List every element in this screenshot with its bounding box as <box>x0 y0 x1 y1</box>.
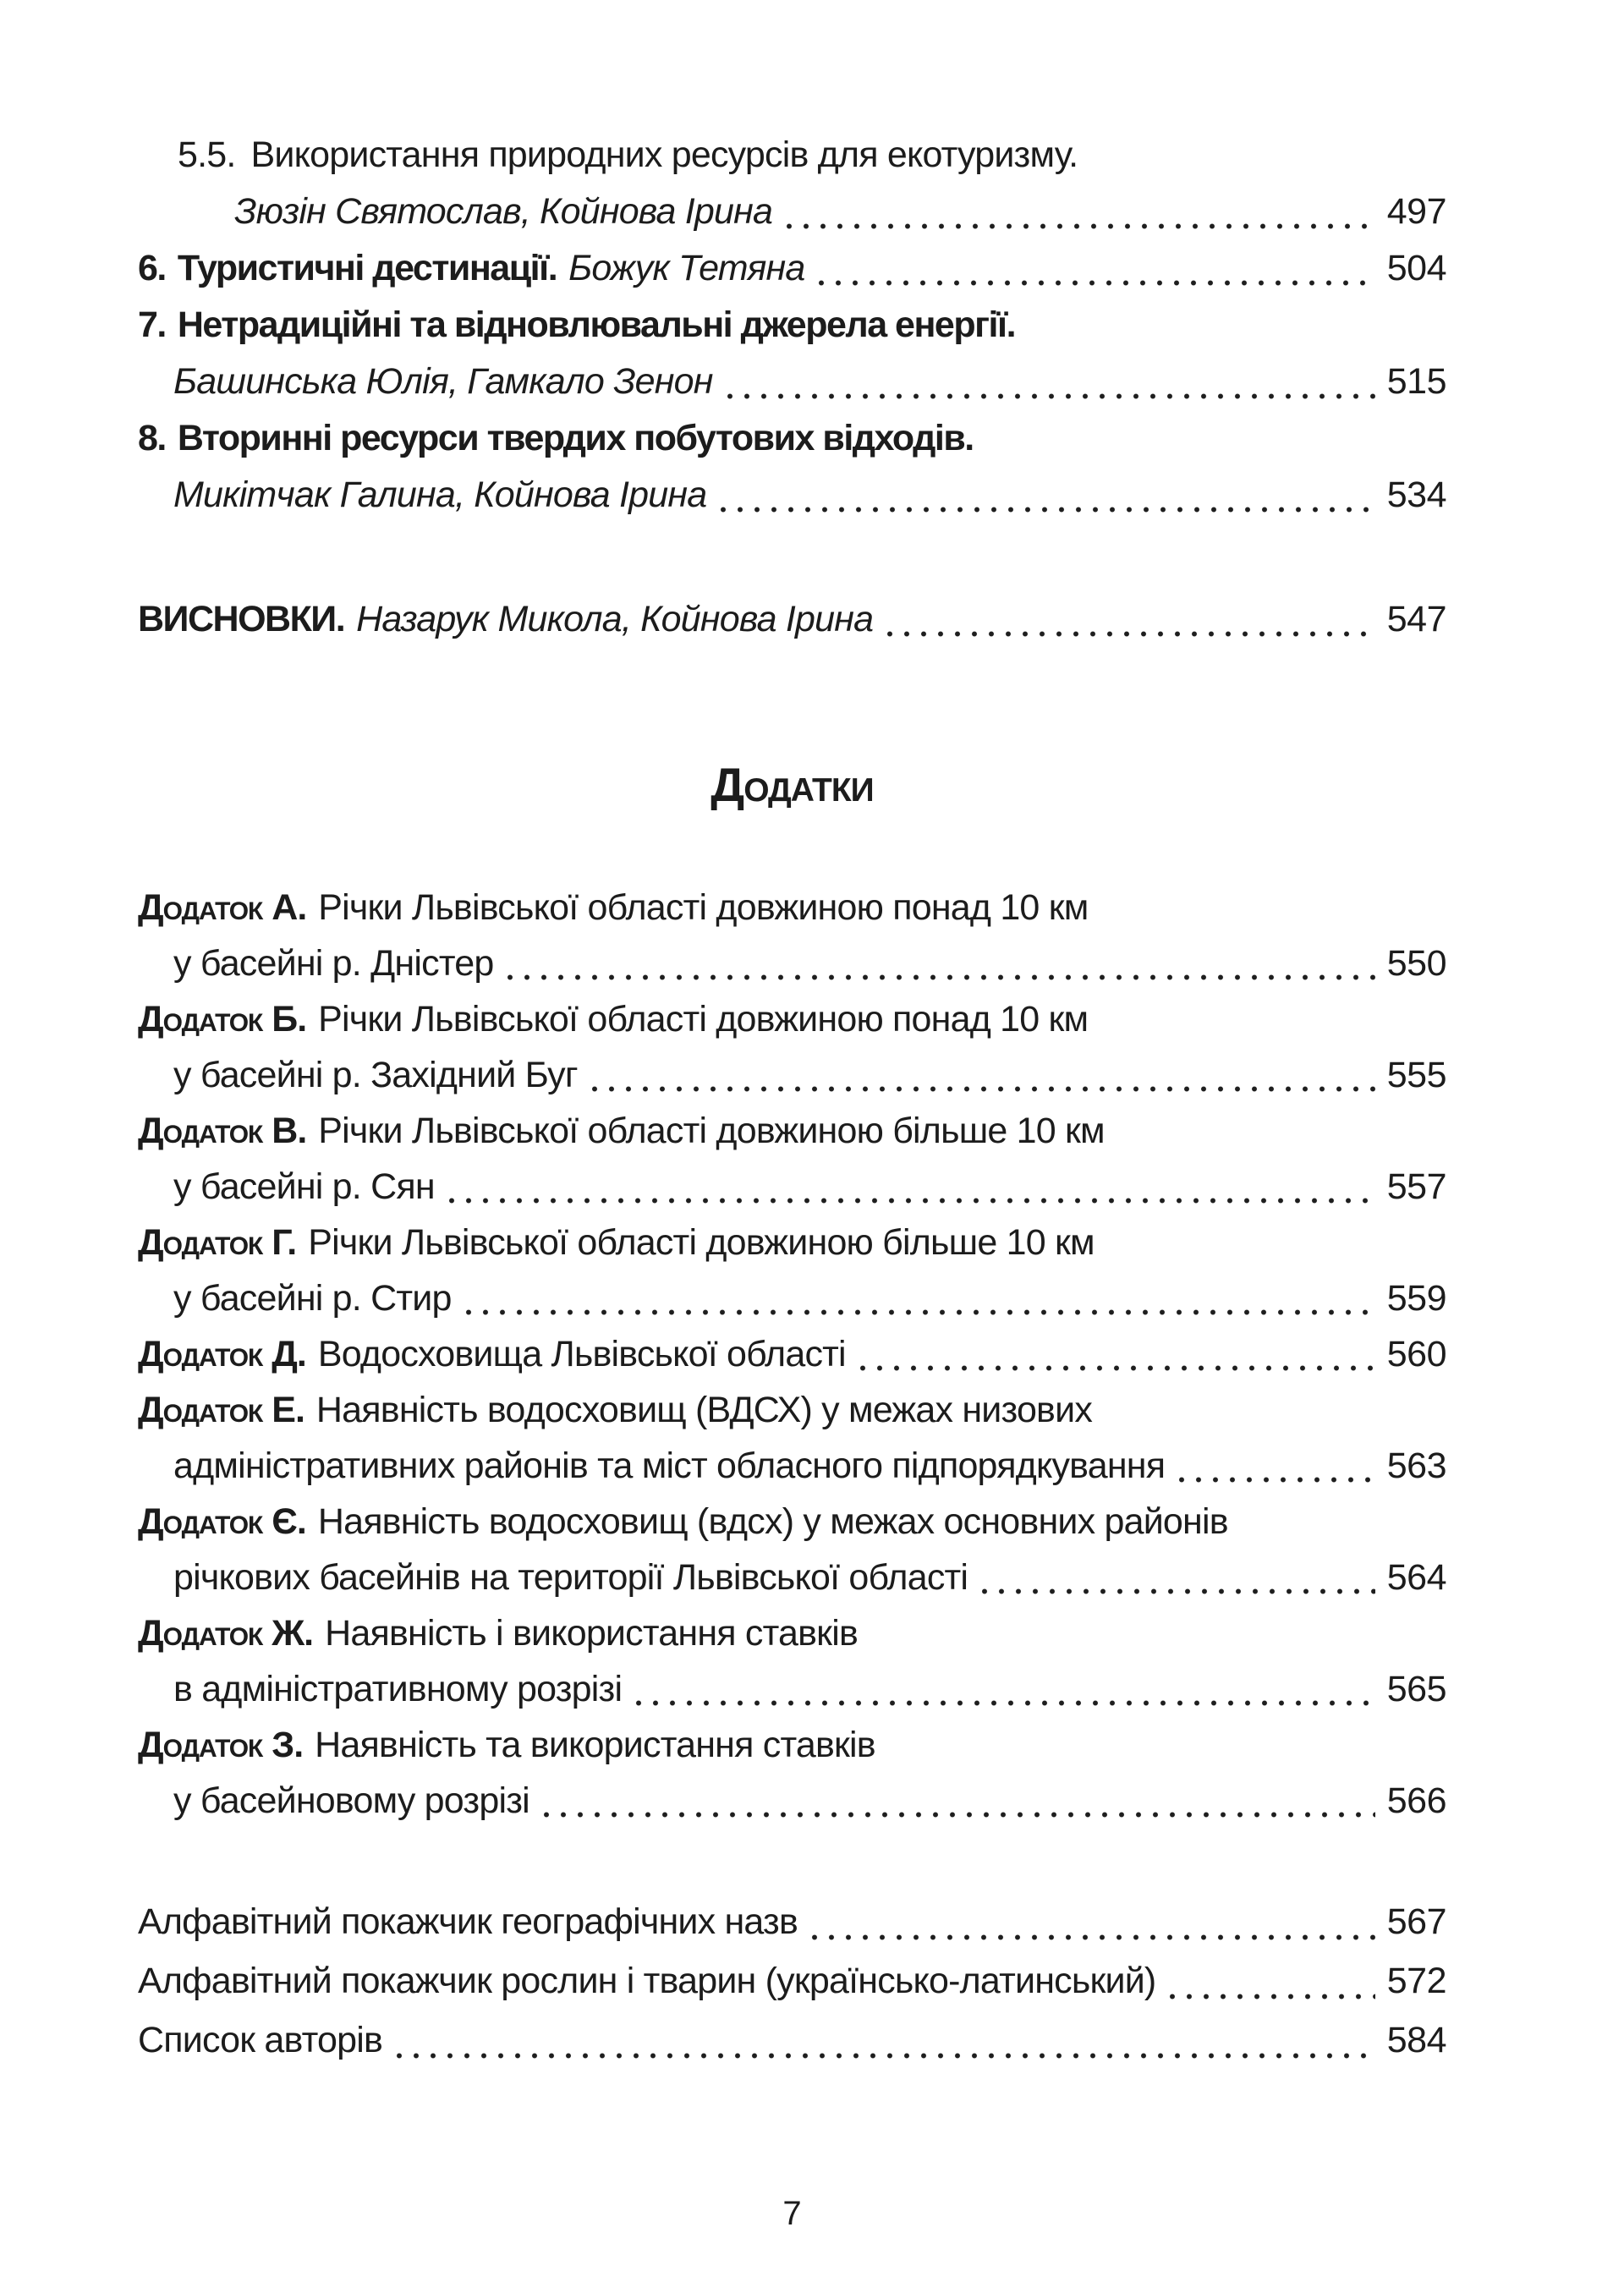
dot-leader <box>1173 1438 1375 1494</box>
appendix-title-cont: адміністративних районів та міст обласного підпорядкування <box>173 1445 1166 1486</box>
appendix-entry-z-line2 <box>173 1773 1446 1829</box>
toc-entry-7-line1 <box>138 297 1446 354</box>
page-ref: 557 <box>1386 1166 1446 1207</box>
appendix-entry-ye-line1 <box>138 1494 1446 1550</box>
appendix-entry-zh-line2 <box>173 1661 1446 1717</box>
page-ref: 497 <box>1386 191 1446 232</box>
appendix-label: Додаток Ж. <box>138 1613 314 1654</box>
appendix-entry-b-line2 <box>173 1047 1446 1103</box>
page-ref: 566 <box>1386 1780 1446 1821</box>
appendix-label: Додаток Є. <box>138 1501 306 1542</box>
appendix-entry-z-line1 <box>138 1717 1446 1773</box>
appendix-entry-v-line2 <box>173 1159 1446 1215</box>
entry-title: Алфавітний покажчик рослин і тварин (українсько-латинський) <box>138 1961 1156 2001</box>
appendix-title-cont: в адміністративному розрізі <box>173 1669 623 1709</box>
dot-leader <box>976 1550 1375 1605</box>
appendix-label: Додаток Д. <box>138 1334 306 1374</box>
appendix-title: Річки Львівської області довжиною понад 10 км <box>318 999 1089 1040</box>
entry-title: Використання природних ресурсів для екотуризму. <box>250 134 1078 175</box>
toc-entry-8-line1 <box>138 410 1446 467</box>
entry-authors: Микітчак Галина, Койнова Ірина <box>173 475 707 515</box>
dot-leader <box>443 1159 1375 1215</box>
entry-title: Алфавітний покажчик географічних назв <box>138 1901 798 1942</box>
page-number: 7 <box>782 2195 802 2232</box>
entry-number: 6. <box>138 248 166 288</box>
toc-entry-5-5-line2 <box>234 184 1446 240</box>
back-matter-entry-geo-index <box>138 1892 1446 1951</box>
page-ref: 564 <box>1386 1557 1446 1598</box>
back-matter-entry-species-index <box>138 1951 1446 2010</box>
page-ref: 584 <box>1386 2020 1446 2060</box>
page-ref: 563 <box>1386 1445 1446 1486</box>
dot-leader <box>781 184 1375 240</box>
appendix-title: Річки Львівської області довжиною понад 10 км <box>318 887 1089 928</box>
dot-leader <box>854 1326 1375 1382</box>
appendix-label: Додаток Б. <box>138 999 307 1040</box>
dot-leader <box>502 935 1375 991</box>
appendix-title-cont: річкових басейнів на території Львівської області <box>173 1557 968 1598</box>
appendix-title-cont: у басейні р. Західний Буг <box>173 1055 578 1095</box>
appendix-title: Наявність водосховищ (вдсх) у межах основних районів <box>317 1501 1228 1542</box>
appendix-title: Наявність і використання ставків <box>325 1613 858 1654</box>
page-ref: 547 <box>1386 599 1446 639</box>
page-ref: 567 <box>1386 1901 1446 1942</box>
appendix-entry-g-line1 <box>138 1215 1446 1270</box>
appendix-title: Водосховища Львівської області <box>317 1334 846 1374</box>
page-ref: 534 <box>1386 475 1446 515</box>
dot-leader <box>1164 1951 1375 2010</box>
appendix-entry-a-line2 <box>173 935 1446 991</box>
appendix-title-cont: у басейні р. Дністер <box>173 943 494 984</box>
dot-leader <box>813 240 1375 297</box>
page-ref: 559 <box>1386 1278 1446 1319</box>
toc-entry-7-line2 <box>173 354 1446 410</box>
appendix-label: Додаток В. <box>138 1111 307 1151</box>
toc-entry-6 <box>138 240 1446 297</box>
appendix-title: Наявність водосховищ (ВДСХ) у межах низових <box>315 1390 1093 1430</box>
dot-leader <box>391 2010 1375 2070</box>
appendices-heading: Додатки <box>710 758 874 811</box>
dot-leader <box>715 467 1375 524</box>
toc-entry-5-5-line1 <box>178 127 1446 184</box>
appendix-entry-e-line2 <box>173 1438 1446 1494</box>
entry-authors: Башинська Юлія, Гамкало Зенон <box>173 361 713 402</box>
appendix-entry-e-line1 <box>138 1382 1446 1438</box>
appendix-entry-v-line1 <box>138 1103 1446 1159</box>
entry-title: Вторинні ресурси твердих побутових відходів. <box>177 418 974 458</box>
entry-authors: Зюзін Святослав, Койнова Ірина <box>234 191 773 232</box>
page-ref: 560 <box>1386 1334 1446 1374</box>
entry-number: 8. <box>138 418 166 458</box>
appendix-entry-d <box>138 1326 1446 1382</box>
appendix-title: Річки Львівської області довжиною більше 10 км <box>308 1222 1095 1263</box>
appendix-label: Додаток Е. <box>138 1390 304 1430</box>
appendix-title-cont: у басейновому розрізі <box>173 1780 529 1821</box>
appendix-label: Додаток З. <box>138 1725 304 1765</box>
entry-authors: Назарук Микола, Койнова Ірина <box>356 599 874 639</box>
entry-number: 5.5. <box>178 134 236 175</box>
entry-authors: Божук Тетяна <box>568 248 805 288</box>
dot-leader <box>538 1773 1375 1829</box>
dot-leader <box>721 354 1375 410</box>
dot-leader <box>586 1047 1375 1103</box>
appendix-title: Річки Львівської області довжиною більше 10 км <box>318 1111 1105 1151</box>
appendix-entry-zh-line1 <box>138 1605 1446 1661</box>
page-ref: 504 <box>1386 248 1446 288</box>
page-ref: 515 <box>1386 361 1446 402</box>
dot-leader <box>630 1661 1375 1717</box>
toc-entry-8-line2 <box>173 467 1446 524</box>
appendix-label: Додаток Г. <box>138 1222 297 1263</box>
appendix-entry-b-line1 <box>138 991 1446 1047</box>
appendix-entry-g-line2 <box>173 1270 1446 1326</box>
appendix-entry-ye-line2 <box>173 1550 1446 1605</box>
entry-title: Список авторів <box>138 2020 383 2060</box>
appendix-label: Додаток А. <box>138 887 307 928</box>
conclusions-label: ВИСНОВКИ. <box>138 599 345 639</box>
appendix-title: Наявність та використання ставків <box>315 1725 875 1765</box>
page-ref: 565 <box>1386 1669 1446 1709</box>
dot-leader <box>806 1892 1375 1951</box>
page-ref: 550 <box>1386 943 1446 984</box>
dot-leader <box>881 591 1375 648</box>
page-ref: 572 <box>1386 1961 1446 2001</box>
entry-number: 7. <box>138 304 166 345</box>
appendix-title-cont: у басейні р. Стир <box>173 1278 452 1319</box>
toc-entry-conclusions <box>138 591 1446 648</box>
dot-leader <box>460 1270 1375 1326</box>
appendix-entry-a-line1 <box>138 880 1446 935</box>
entry-title: Нетрадиційні та відновлювальні джерела енергії. <box>177 304 1016 345</box>
entry-title: Туристичні дестинації. <box>177 248 557 288</box>
page-ref: 555 <box>1386 1055 1446 1095</box>
back-matter-entry-authors-list <box>138 2010 1446 2070</box>
appendix-title-cont: у басейні р. Сян <box>173 1166 435 1207</box>
back-matter <box>138 1892 1446 2070</box>
